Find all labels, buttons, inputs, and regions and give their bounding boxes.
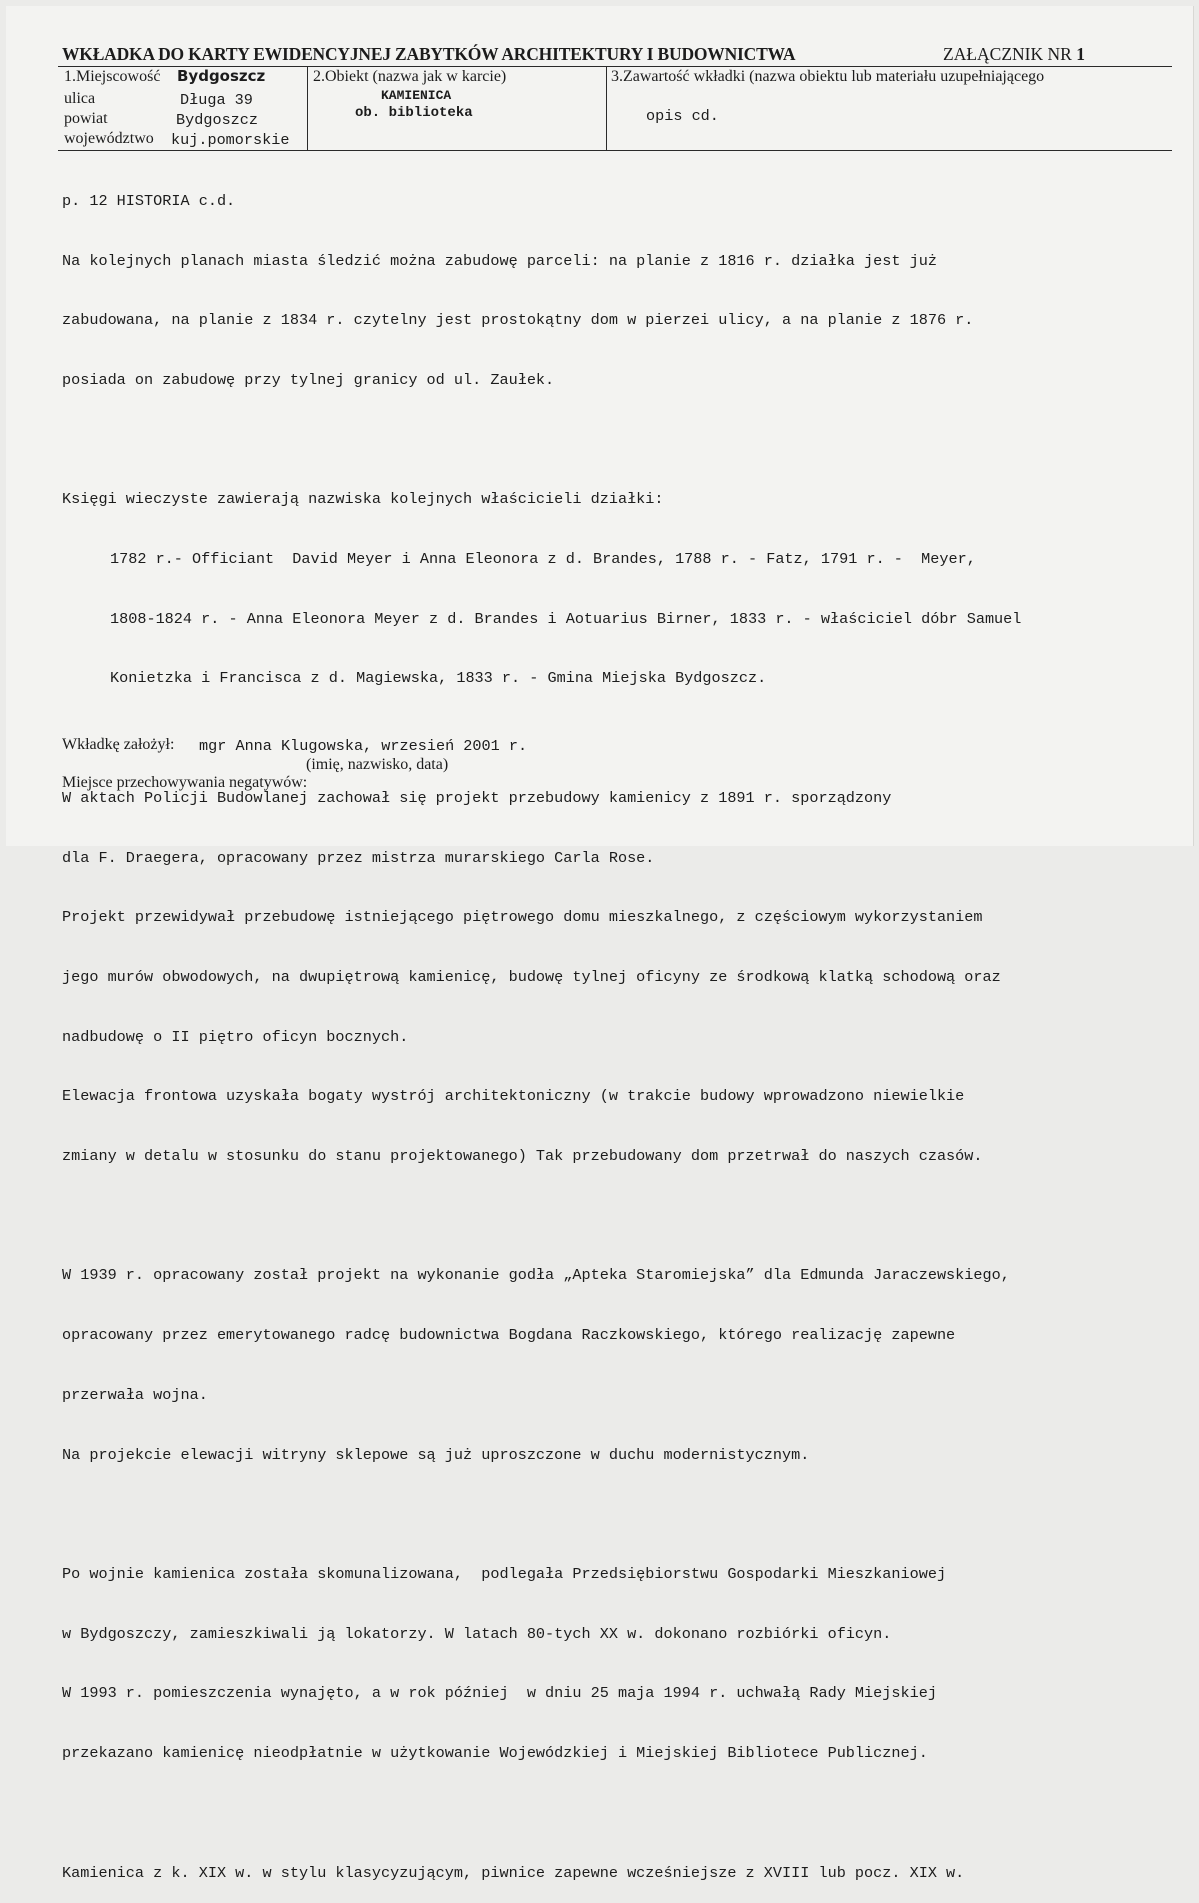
annex-value: 1 xyxy=(1076,44,1085,64)
form-title: WKŁADKA DO KARTY EWIDENCYJNEJ ZABYTKÓW ARCHITEKTURY I BUDOWNICTWA xyxy=(62,44,796,64)
body-line: jego murów obwodowych, na dwupiętrową kamienicę, budowę tylnej oficyny ze środkową klatką schodową oraz xyxy=(62,967,1001,986)
section-heading: p. 12 HISTORIA c.d. xyxy=(62,191,236,210)
body-line: opracowany przez emerytowanego radcę budownictwa Bogdana Raczkowskiego, którego realizację zapewne xyxy=(62,1326,956,1345)
street-value: Długa 39 xyxy=(180,91,253,109)
body-line: dla F. Draegera, opracowany przez mistrza murarskiego Carla Rose. xyxy=(62,848,655,867)
body-line: Na projekcie elewacji witryny sklepowe są już uproszczone w duchu modernistycznym. xyxy=(62,1445,810,1464)
body-line: posiada on zabudowę przy tylnej granicy od ul. Zaułek. xyxy=(62,370,555,389)
body-line: Księgi wieczyste zawierają nazwiska kolejnych właścicieli działki: xyxy=(62,490,664,509)
author-label: Wkładkę założył: xyxy=(62,736,175,753)
body-line: zabudowana, na planie z 1834 r. czytelny jest prostokątny dom w pierzei ulicy, a na planie z 1876 r. xyxy=(62,311,974,330)
body-line: zmiany w detalu w stosunku do stanu projektowanego) Tak przebudowany dom przetrwał do naszych czasów. xyxy=(62,1147,983,1166)
object-label: 2.Obiekt (nazwa jak w karcie) xyxy=(313,68,507,85)
contents-value: opis cd. xyxy=(646,107,719,125)
owners-line: Konietzka i Francisca z d. Magiewska, 1833 r. - Gmina Miejska Bydgoszcz. xyxy=(110,669,767,688)
paragraph-gap xyxy=(62,1804,1172,1824)
annex-label: ZAŁĄCZNIK NR xyxy=(943,44,1072,64)
column-divider-2 xyxy=(606,66,607,150)
body-line: W aktach Policji Budowlanej zachował się projekt przebudowy kamienicy z 1891 r. sporządzony xyxy=(62,788,892,807)
author-value: mgr Anna Klugowska, wrzesień 2001 r. xyxy=(199,737,528,755)
paragraph-gap xyxy=(62,1207,1172,1227)
street-label: ulica xyxy=(64,90,96,107)
voivodeship-label: województwo xyxy=(64,130,154,147)
locality-label: 1.Miejscowość xyxy=(64,68,161,85)
object-subtitle: ob. biblioteka xyxy=(355,105,473,121)
paragraph-gap xyxy=(62,1505,1172,1525)
county-label: powiat xyxy=(64,110,108,127)
owners-line: 1808-1824 r. - Anna Eleonora Meyer z d. Brandes i Aotuarius Birner, 1833 r. - właściciel dóbr Samuel xyxy=(110,609,1022,628)
body-line: Elewacja frontowa uzyskała bogaty wystrój architektoniczny (w trakcie budowy wprowadzono niewielkie xyxy=(62,1087,965,1106)
body-line: Kamienica z k. XIX w. w stylu klasycyzującym, piwnice zapewne wcześniejsze z XVIII lub pocz. XIX w. xyxy=(62,1863,965,1882)
county-value: Bydgoszcz xyxy=(176,111,259,129)
header-bottom-rule xyxy=(58,150,1172,151)
body-line: przekazano kamienicę nieodpłatnie w użytkowanie Wojewódzkiej i Miejskiej Bibliotece Publicznej. xyxy=(62,1744,928,1763)
body-line: Na kolejnych planach miasta śledzić można zabudowę parceli: na planie z 1816 r. działka jest już xyxy=(62,251,937,270)
body-line: w Bydgoszczy, zamieszkiwali ją lokatorzy. W latach 80-tych XX w. dokonano rozbiórki oficyn. xyxy=(62,1624,892,1643)
annex-number xyxy=(943,44,1085,65)
body-line: W 1993 r. pomieszczenia wynajęto, a w rok później w dniu 25 maja 1994 r. uchwałą Rady Miejskiej xyxy=(62,1684,937,1703)
body-line: nadbudowę o II piętro oficyn bocznych. xyxy=(62,1027,409,1046)
owners-line: 1782 r.- Officiant David Meyer i Anna Eleonora z d. Brandes, 1788 r. - Fatz, 1791 r. - Meyer, xyxy=(110,550,976,569)
object-name: KAMIENICA xyxy=(381,88,452,103)
paragraph-gap xyxy=(62,431,1172,451)
contents-label: 3.Zawartość wkładki (nazwa obiektu lub materiału uzupełniającego xyxy=(611,68,1045,85)
description-body xyxy=(62,152,1172,1903)
body-line: Projekt przewidywał przebudowę istniejącego piętrowego domu mieszkalnego, z częściowym wykorzystaniem xyxy=(62,908,983,927)
column-divider-1 xyxy=(307,66,308,150)
author-hint: (imię, nazwisko, data) xyxy=(306,756,449,773)
body-line: Po wojnie kamienica została skomunalizowana, podlegała Przedsiębiorstwu Gospodarki Mieszkaniowej xyxy=(62,1564,947,1583)
voivodeship-value: kuj.pomorskie xyxy=(171,131,290,149)
body-line: przerwała wojna. xyxy=(62,1385,208,1404)
locality-value: Bydgoszcz xyxy=(177,67,266,85)
body-line: W 1939 r. opracowany został projekt na wykonanie godła „Apteka Staromiejska” dla Edmunda Jaraczewskiego, xyxy=(62,1266,1010,1285)
negatives-label: Miejsce przechowywania negatywów: xyxy=(62,774,308,791)
